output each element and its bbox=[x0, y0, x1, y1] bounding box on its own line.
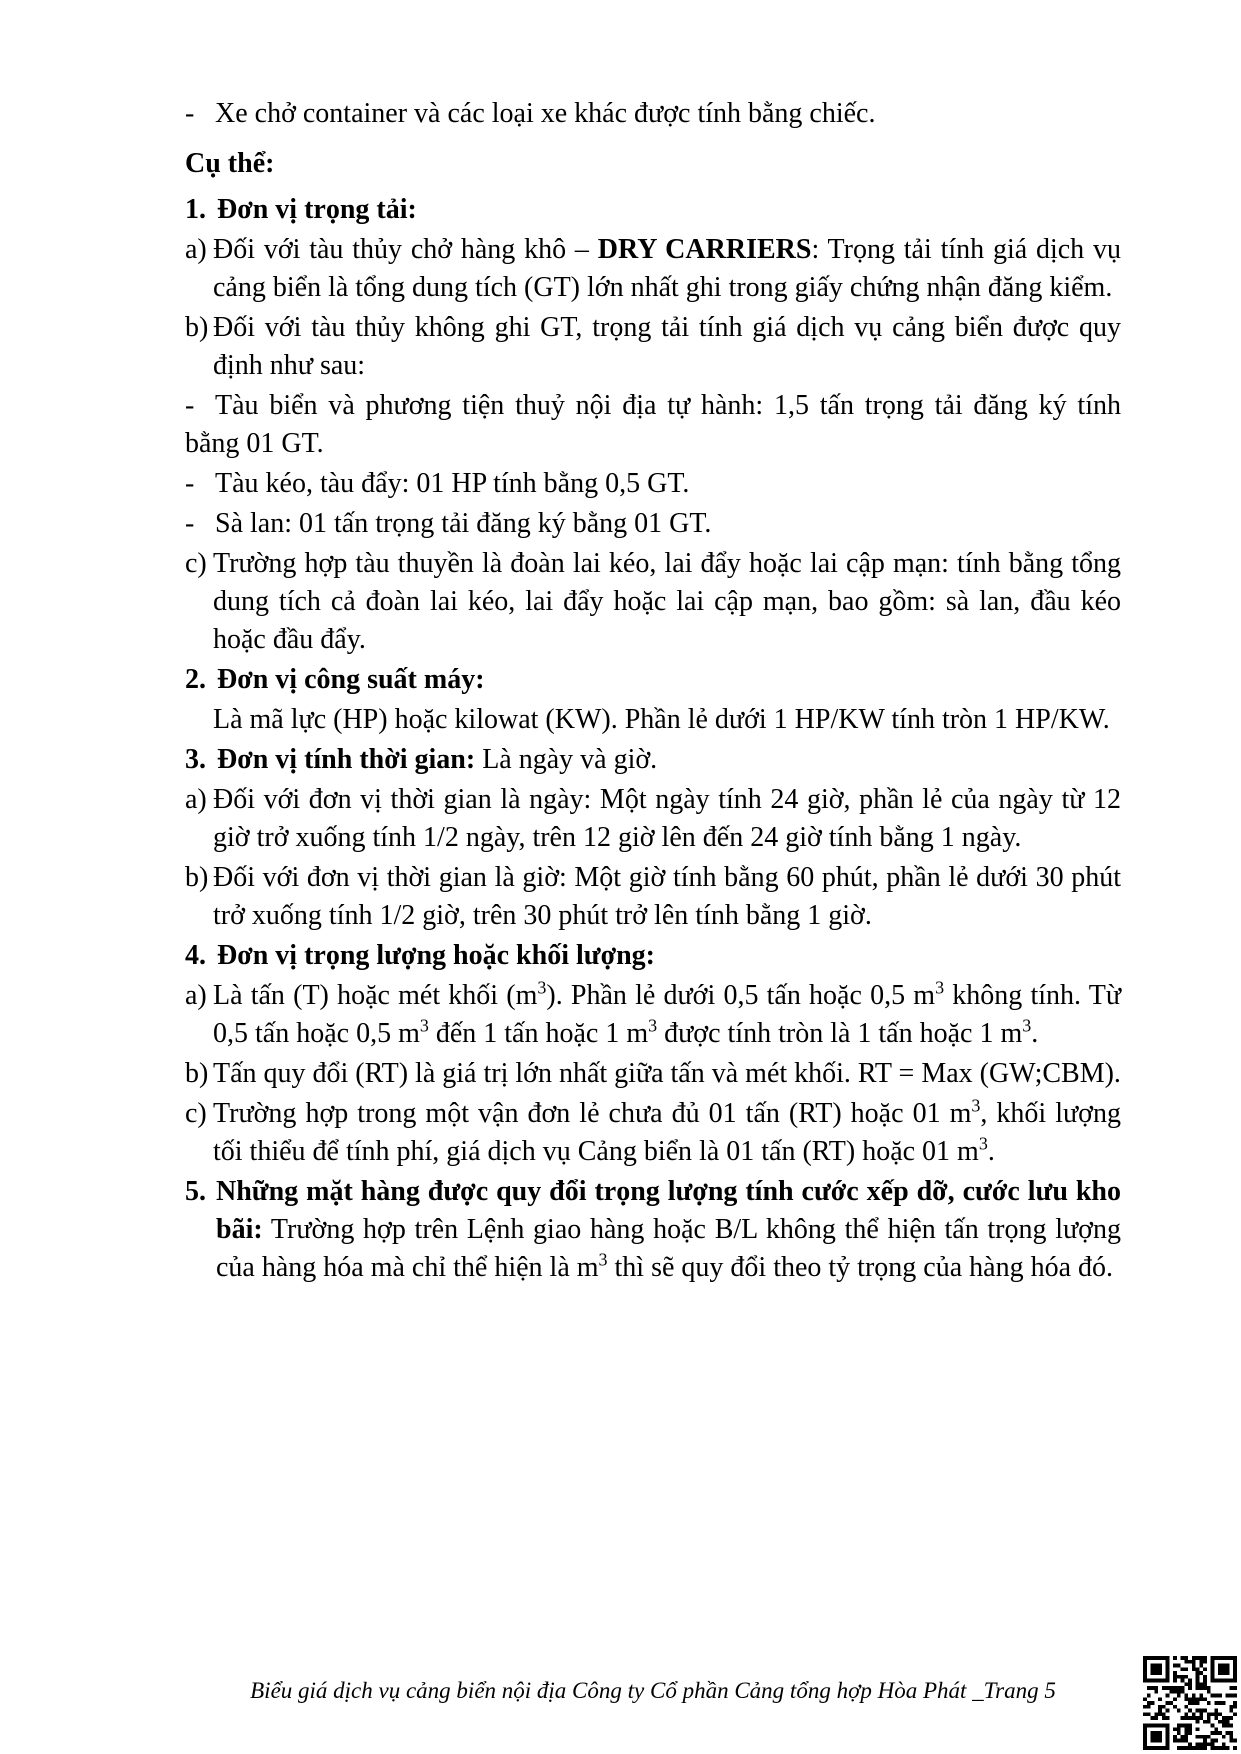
text-run: 3 bbox=[419, 1015, 429, 1036]
list-marker: 3. bbox=[185, 744, 206, 775]
paragraph bbox=[185, 781, 1121, 857]
text-run: đến 1 tấn hoặc 1 m bbox=[428, 1018, 649, 1049]
paragraph bbox=[185, 661, 1121, 699]
paragraph bbox=[185, 191, 1121, 229]
text-run: Xe chở container và các loại xe khác được tính bằng chiếc. bbox=[215, 98, 876, 129]
paragraph bbox=[185, 387, 1121, 463]
paragraph bbox=[185, 545, 1121, 659]
text-run: Đơn vị tính thời gian: bbox=[217, 744, 476, 775]
text-run: được tính tròn là 1 tấn hoặc 1 m bbox=[657, 1018, 1023, 1049]
text-run: , khối lượng tối thiểu để tính phí, giá dịch vụ Cảng biển là 01 tấn (RT) hoặc 01 m bbox=[213, 1098, 1121, 1167]
paragraph bbox=[185, 95, 1121, 133]
text-run: 3 bbox=[537, 977, 547, 998]
paragraph bbox=[185, 505, 1121, 543]
text-run: Đơn vị công suất máy: bbox=[217, 664, 485, 695]
text-run: Là ngày và giờ. bbox=[475, 744, 658, 775]
text-run: Đối với tàu thủy chở hàng khô – bbox=[213, 234, 598, 265]
list-marker: - bbox=[185, 508, 195, 539]
list-marker: c) bbox=[185, 548, 207, 579]
paragraph bbox=[185, 309, 1121, 385]
text-run: DRY CARRIERS bbox=[597, 234, 812, 265]
paragraph bbox=[185, 741, 1121, 779]
qr-code bbox=[1143, 1656, 1237, 1750]
paragraph bbox=[185, 977, 1121, 1053]
footer-text: Biểu giá dịch vụ cảng biển nội địa Công ty Cổ phần Cảng tổng hợp Hòa Phát _Trang 5 bbox=[250, 1678, 1056, 1703]
list-marker: b) bbox=[185, 862, 209, 893]
paragraph bbox=[185, 859, 1121, 935]
list-marker: - bbox=[185, 468, 195, 499]
text-run: Trường hợp trong một vận đơn lẻ chưa đủ 01 tấn (RT) hoặc 01 m bbox=[213, 1098, 972, 1129]
text-run: Đối với đơn vị thời gian là ngày: Một ngày tính 24 giờ, phần lẻ của ngày từ 12 giờ trở xuống tính 1/2 ngày, trên 12 giờ lên đến 24 giờ tính bằng 1 ngày. bbox=[213, 784, 1121, 853]
text-run: : Trọng tải tính giá dịch vụ cảng biển là tổng dung tích (GT) lớn nhất ghi trong giấy chứng nhận đăng kiểm. bbox=[213, 234, 1121, 303]
document-body bbox=[185, 95, 1121, 1289]
list-marker: 1. bbox=[185, 194, 206, 225]
paragraph bbox=[185, 701, 1121, 739]
text-run: Là tấn (T) hoặc mét khối (m bbox=[213, 980, 538, 1011]
text-run: Trường hợp tàu thuyền là đoàn lai kéo, lai đẩy hoặc lai cập mạn: tính bằng tổng dung tích cả đoàn lai kéo, lai đẩy hoặc lai cập mạn, bao gồm: sà lan, đầu kéo hoặc đầu đẩy. bbox=[213, 548, 1121, 655]
qr-code-image bbox=[1143, 1656, 1237, 1750]
list-marker: 2. bbox=[185, 664, 206, 695]
list-marker: b) bbox=[185, 312, 209, 343]
text-run: Cụ thể: bbox=[185, 148, 275, 179]
text-run: 3 bbox=[1022, 1015, 1032, 1036]
paragraph bbox=[185, 1173, 1121, 1287]
text-run: Những mặt hàng được quy đổi trọng lượng tính cước xếp dỡ, cước lưu kho bãi: bbox=[216, 1176, 1121, 1245]
text-run: Là mã lực (HP) hoặc kilowat (KW). Phần lẻ dưới 1 HP/KW tính tròn 1 HP/KW. bbox=[213, 704, 1110, 735]
text-run: Đối với đơn vị thời gian là giờ: Một giờ tính bằng 60 phút, phần lẻ dưới 30 phút trở xuống tính 1/2 giờ, trên 30 phút trở lên tính bằng 1 giờ. bbox=[213, 862, 1121, 931]
paragraph bbox=[185, 231, 1121, 307]
list-marker: b) bbox=[185, 1058, 209, 1089]
text-run: 3 bbox=[648, 1015, 658, 1036]
text-run: Tấn quy đổi (RT) là giá trị lớn nhất giữa tấn và mét khối. RT = Max (GW;CBM). bbox=[213, 1058, 1121, 1089]
paragraph bbox=[185, 937, 1121, 975]
text-run: . bbox=[987, 1136, 995, 1167]
text-run: không tính. Từ 0,5 tấn hoặc 0,5 m bbox=[213, 980, 1121, 1049]
list-marker: - bbox=[185, 98, 195, 129]
paragraph bbox=[185, 1095, 1121, 1171]
text-run: Tàu kéo, tàu đẩy: 01 HP tính bằng 0,5 GT. bbox=[215, 468, 690, 499]
text-run: Trường hợp trên Lệnh giao hàng hoặc B/L không thể hiện tấn trọng lượng của hàng hóa mà chỉ thể hiện là m bbox=[216, 1214, 1121, 1283]
paragraph bbox=[185, 465, 1121, 503]
text-run: . bbox=[1031, 1018, 1039, 1049]
paragraph bbox=[185, 145, 1121, 183]
list-marker: a) bbox=[185, 980, 207, 1011]
list-marker: a) bbox=[185, 234, 207, 265]
list-marker: 5. bbox=[185, 1176, 206, 1207]
paragraph bbox=[185, 1055, 1121, 1093]
text-run: Đơn vị trọng lượng hoặc khối lượng: bbox=[217, 940, 655, 971]
text-run: 3 bbox=[598, 1249, 608, 1270]
text-run: Tàu biển và phương tiện thuỷ nội địa tự hành: 1,5 tấn trọng tải đăng ký tính bằng 01 GT. bbox=[185, 390, 1121, 459]
text-run: Đối với tàu thủy không ghi GT, trọng tải tính giá dịch vụ cảng biển được quy định như sau: bbox=[213, 312, 1121, 381]
text-run: thì sẽ quy đổi theo tỷ trọng của hàng hóa đó. bbox=[607, 1252, 1113, 1283]
text-run: 3 bbox=[935, 977, 945, 998]
text-run: ). Phần lẻ dưới 0,5 tấn hoặc 0,5 m bbox=[546, 980, 936, 1011]
text-run: Đơn vị trọng tải: bbox=[217, 194, 417, 225]
list-marker: - bbox=[185, 390, 195, 421]
text-run: 3 bbox=[971, 1095, 981, 1116]
text-run: Sà lan: 01 tấn trọng tải đăng ký bằng 01 GT. bbox=[215, 508, 712, 539]
list-marker: c) bbox=[185, 1098, 207, 1129]
list-marker: 4. bbox=[185, 940, 206, 971]
list-marker: a) bbox=[185, 784, 207, 815]
text-run: 3 bbox=[978, 1133, 988, 1154]
